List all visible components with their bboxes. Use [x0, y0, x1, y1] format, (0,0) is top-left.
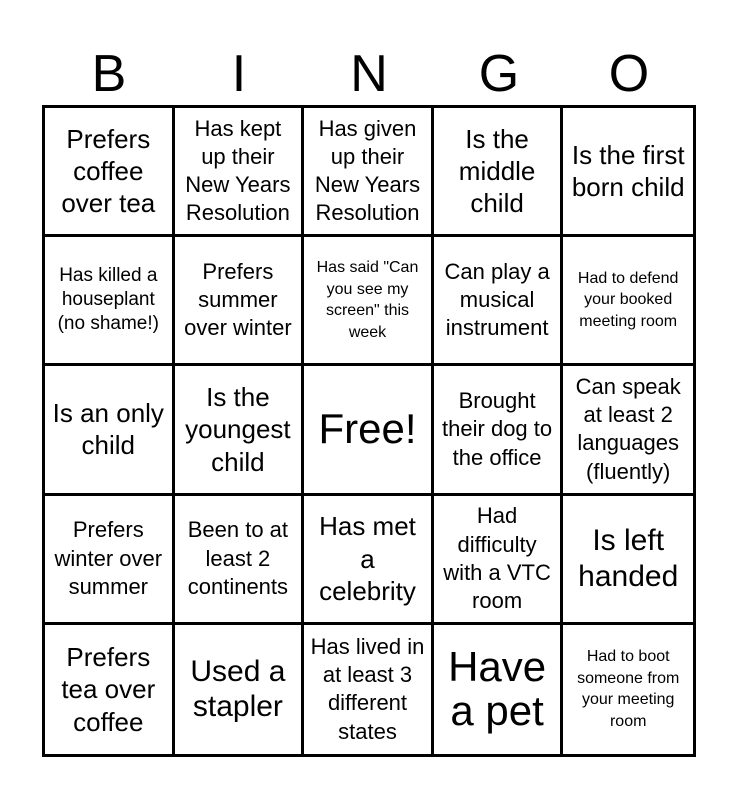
bingo-board: [42, 105, 696, 757]
bingo-cell[interactable]: Used a stapler: [175, 625, 305, 754]
header-letter-g: G: [478, 45, 520, 103]
free-space-cell[interactable]: Free!: [304, 366, 434, 495]
bingo-cell[interactable]: Has given up their New Years Resolution: [304, 108, 434, 237]
bingo-cell[interactable]: Is the youngest child: [175, 366, 305, 495]
bingo-cell[interactable]: Been to at least 2 continents: [175, 496, 305, 625]
bingo-cell[interactable]: Has met a celebrity: [304, 496, 434, 625]
bingo-cell[interactable]: Brought their dog to the office: [434, 366, 564, 495]
bingo-cell[interactable]: Had to boot someone from your meeting room: [577, 647, 680, 731]
bingo-cell[interactable]: Had to defend your booked meeting room: [563, 237, 693, 366]
bingo-cell[interactable]: Prefers tea over coffee: [45, 625, 175, 754]
bingo-cell[interactable]: Prefers coffee over tea: [45, 108, 175, 237]
bingo-cell[interactable]: Has killed a houseplant (no shame!): [45, 237, 175, 366]
bingo-cell[interactable]: Has said "Can you see my screen" this week: [304, 237, 434, 366]
bingo-cell[interactable]: Can speak at least 2 languages (fluently): [563, 366, 693, 495]
bingo-cell[interactable]: Can play a musical instrument: [434, 237, 564, 366]
bingo-cell[interactable]: Has lived in at least 3 different states: [304, 625, 434, 754]
bingo-cell[interactable]: Have a pet: [434, 625, 564, 754]
header-letter-o: O: [608, 45, 650, 103]
bingo-cell[interactable]: Is left handed: [563, 496, 693, 625]
header-letter-i: I: [231, 45, 247, 103]
bingo-cell[interactable]: Prefers summer over winter: [175, 237, 305, 366]
bingo-cell[interactable]: Has kept up their New Years Resolution: [175, 108, 305, 237]
bingo-cell[interactable]: Is an only child: [45, 366, 175, 495]
bingo-cell[interactable]: Is the middle child: [434, 108, 564, 237]
bingo-cell[interactable]: Is the first born child: [563, 108, 693, 237]
header-letter-b: B: [91, 45, 127, 103]
bingo-cell[interactable]: Prefers winter over summer: [45, 496, 175, 625]
header-letter-n: N: [350, 45, 388, 103]
bingo-header: [44, 44, 694, 104]
bingo-cell[interactable]: Had difficulty with a VTC room: [434, 496, 564, 625]
